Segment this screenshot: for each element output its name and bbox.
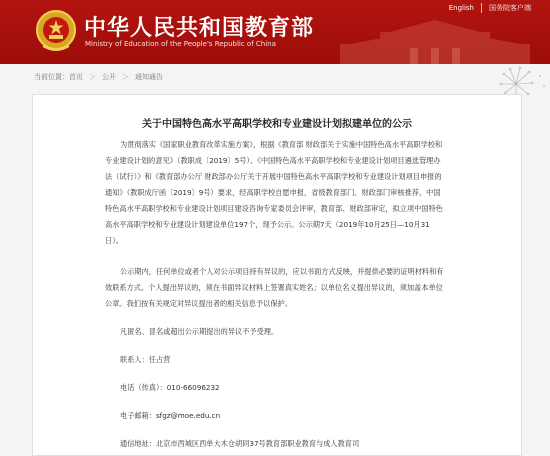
contact-phone: 电话（传真）：010-66096232 — [120, 383, 220, 392]
article-paragraph: 凡匿名、冒名或超出公示期提出的异议不予受理。 — [120, 327, 279, 336]
breadcrumb-separator: ＞ — [89, 73, 96, 81]
breadcrumb-separator: ＞ — [122, 73, 129, 81]
top-links — [442, 3, 538, 13]
article-paragraph: 公示期内，任何单位或者个人对公示项目持有异议的，应以书面方式反映，并提供必要的证明材料和有效联系方式。个人提出异议的，须在书面异议材料上签署真实姓名；以单位名义提出异议的，须加盖本单位公章。我们按有关规定对异议提出者的相关信息予以保护。 — [105, 267, 444, 308]
contact-person: 联系人：任占营 — [120, 355, 171, 364]
breadcrumb-prefix: 当前位置： — [34, 73, 69, 81]
article-title: 关于中国特色高水平高职学校和专业建设计划拟建单位的公示 — [142, 119, 412, 130]
breadcrumb-public[interactable]: 公开 — [102, 73, 116, 81]
breadcrumb-notices[interactable]: 通知通告 — [135, 73, 163, 81]
article-paragraph: 为贯彻落实《国家职业教育改革实施方案》，根据《教育部 财政部关于实施中国特色高水平高职学校和专业建设计划的意见》（教职成〔2019〕5号）、《中国特色高水平高职学校和专业建设计划项目遴选管理办法（试行）》和《教育部办公厅 财政部办公厅关于开展中国特色高水平高职学校和专业建设计划项目申报的通知》（教职成厅函〔2019〕9号）要求，经高职学校自愿申报，省级教育部门、财政部门审核推荐，中国特色高水平高职学校和专业建设计划项目建设咨询专家委员会评审，教育部、财政部审定，拟立项中国特色高水平高职学校和专业建设计划建设单位197个，现予公示。公示期7天（2019年10月25日—10月31日）。 — [105, 140, 443, 245]
english-link[interactable]: English — [448, 4, 474, 12]
gate-tower-graphic — [320, 6, 550, 64]
contact-address: 通信地址：北京市西城区西单大木仓胡同37号教育部职业教育与成人教育司 — [120, 439, 360, 448]
mobile-client-link[interactable]: 国务院客户端 — [481, 3, 538, 13]
contact-email: 电子邮箱：sfgz@moe.edu.cn — [120, 411, 221, 420]
site-subtitle: Ministry of Education of the People's Republic of China — [85, 40, 276, 48]
site-header — [0, 0, 550, 64]
breadcrumb — [34, 72, 163, 82]
site-title: 中华人民共和国教育部 — [84, 15, 315, 41]
article-body — [105, 137, 445, 452]
breadcrumb-home[interactable]: 首页 — [69, 73, 83, 81]
article-panel — [32, 94, 522, 456]
national-emblem-icon — [35, 8, 77, 54]
